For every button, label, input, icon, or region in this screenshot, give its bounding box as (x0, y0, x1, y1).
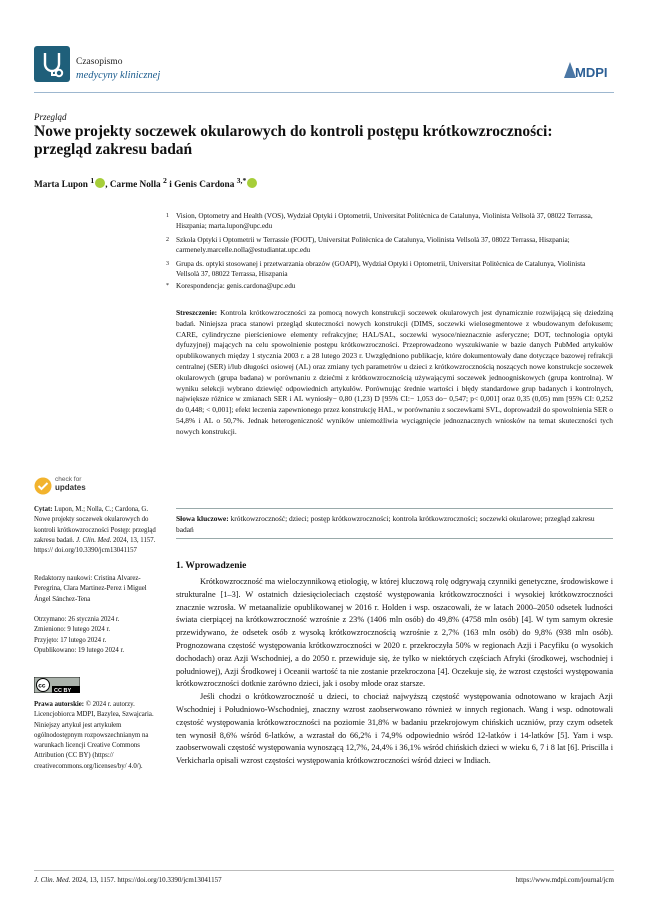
citation-text: Lupon, M.; Nolla, C.; Cardona, G. Nowe projekty soczewek okularowych do kontroli krótkowzroczności Postęp: przegląd zakresu badań. (34, 506, 156, 544)
affiliation (166, 260, 596, 279)
check-updates-line1: check for (55, 476, 82, 483)
affiliation (166, 212, 596, 231)
affiliation-number: 1 (166, 213, 169, 219)
keywords-label: Słowa kluczowe: (176, 514, 229, 523)
cc-by-license-icon[interactable] (34, 677, 80, 693)
body-text (176, 576, 613, 768)
affiliation-text: Vision, Optometry and Health (VOS), Wydział Optyki i Optometrii, Universitat Politècnica de Catalunya, Violinista Vellsolà 37, 08022 Terrassa, Hiszpania; marta.lupon@upc.edu (176, 212, 593, 230)
author-affil-num: 1 (90, 176, 95, 185)
keywords-divider (176, 508, 613, 509)
date-published: Opublikowano: 19 lutego 2024 r. (34, 646, 125, 654)
citation-label: Cytat: (34, 506, 53, 513)
cc-by-label: CC BY (54, 688, 72, 693)
mdpi-logo-icon (562, 58, 610, 82)
author-affil-num: 2 (163, 176, 167, 185)
author-name: Genis Cardona (174, 180, 235, 191)
check-for-updates-badge[interactable] (34, 476, 104, 496)
abstract-text: Kontrola krótkowzroczności za pomocą nowych konstrukcji soczewek okularowych jest dynamicznie rozwijającą się dziedziną badań. Niniejsza praca stanowi przegląd skuteczności nowych konstrukcji (DIMS, soczewki wielosegmentowe z wbudowanym defokusem; CARE, cylindryczne pierścieniowe elementy refrakcyjne; HAL/SAL, soczewki wysoce/nieznacznie asferyczne; DOT, technologia optyki dyfuzyjnej) mających na celu spowolnienie postępu krótkowzroczności. Przeprowadzono wyszukiwanie w bazie danych PubMed artykułów opublikowanych między 1 stycznia 2003 r. a 28 lutego 2023 r. Uwzględniono publikacje, które dokumentowały dane dotyczące bazowej refrakcji centralnej (SER) i/lub długości osiowej (AL) oraz zmiany tych parametrów u dzieci z krótkowzrocznością noszących nowe konstrukcje soczewek okularowych (grupa badana) w porównaniu z dziećmi z krótkowzrocznością używającymi soczewek jednoogniskowych (grupa kontrolna). W wyniku selekcji wybrano dziewięć odpowiednich artykułów. Porównując średnie wartości i błędy standardowe grup badanych i kontrolnych, największe różnice w zmianach SER i AL wyniosły− 0,80 (1,23) D [95% CI:− 1,053 do− 0,547; p< 0,001] oraz 0,35 (0,05) mm [95% CI: 0,252 do 0,448; < 0,001]; efekt leczenia zapewnionego przez konstrukcję HAL, w porównaniu z soczewkami SVL, doprowadził do spowolnienia SER o 54,8% i AL o 50,7%. Jednak heterogeniczność wyników uniemożliwia wyciągnięcie jednoznacznych wniosków na temat skuteczności tych nowych konstrukcji. (176, 308, 613, 436)
journal-name-line2: medycyny klinicznej (76, 70, 161, 81)
dates-block (34, 615, 164, 656)
svg-text:cc: cc (38, 682, 46, 690)
check-updates-icon (34, 476, 52, 496)
copyright-block (34, 700, 164, 772)
check-updates-line2: updates (55, 483, 86, 492)
document-type: Przegląd (34, 112, 67, 122)
citation-block (34, 505, 164, 556)
keywords-divider (176, 538, 613, 539)
section-heading: 1. Wprowadzenie (176, 561, 247, 571)
author-list (34, 176, 257, 190)
affiliation (166, 236, 596, 255)
copyright-label: Prawa autorskie: (34, 701, 85, 708)
affiliation-text: Korespondencja: genis.cardona@upc.edu (176, 282, 296, 290)
abstract (176, 308, 613, 438)
footer-journal-url[interactable]: https://www.mdpi.com/journal/jcm (515, 876, 614, 884)
header-divider (34, 92, 614, 93)
journal-name (76, 56, 160, 82)
orcid-icon[interactable] (247, 178, 257, 188)
author-affil-num: 3,* (236, 176, 247, 185)
keywords-text: krótkowzroczność; dzieci; postęp krótkowzroczności; kontrola krótkowzroczności; soczewki okularowe; przegląd zakresu badań (176, 514, 595, 534)
orcid-icon[interactable] (95, 178, 105, 188)
footer-divider (34, 870, 614, 871)
journal-logo-icon (34, 46, 70, 82)
article-title: Nowe projekty soczewek okularowych do kontroli postępu krótkowzroczności: przegląd zakresu badań (34, 123, 553, 158)
author-separator: i (166, 180, 175, 191)
affiliation-number: 3 (166, 261, 169, 267)
journal-name-line1: Czasopismo (76, 57, 123, 67)
copyright-text: © 2024 r. autorzy. Licencjobiorca MDPI, Bazylea, Szwajcaria. Niniejszy artykuł jest artykułem ogólnodostępnym rozpowszechnianym na warunkach licencji Creative Commons Attribution (CC BY) (https:// creativecommons.org/licenses/by/ 4.0/). (34, 701, 154, 770)
editor-text: Redaktorzy naukowi: Cristina Alvarez-Peregrina, Clara Martinez-Perez i Miguel Ángel Sánchez-Tena (34, 575, 147, 603)
author-separator: , (105, 180, 110, 191)
body-paragraph: Jeśli chodzi o krótkowzroczność u dzieci, to chociaż najwyższą częstość występowania odnotowano w krajach Azji Wschodniej i Południowo-Wschodniej, znaczny wzrost zaobserwowano również w innych regionach. Wang i wsp. odnotowali częstość występowania krótkowzroczności na poziomie 31,8% w badaniu przekrojowym chińskich uczniów, przy czym odsetek ten wynosił 8,6% wśród 6-latków, a wzrastał do 66,2% i 74,9% odpowiednio wśród 12-latków i 14-latków [5]. Yam i wsp. zaobserwowali częstość występowania wynoszącą 12,7%, 24,4% i 36,1% wśród chińskich dzieci w wieku 6, 7 i 8 lat [6]. Priscilla i Verkicharla opisali wzrost częstości występowania krótkowzroczności wśród dzieci w Indiach. (176, 692, 613, 766)
date-accepted: Przyjęto: 17 lutego 2024 r. (34, 636, 107, 644)
date-revised: Zmieniono: 9 lutego 2024 r. (34, 626, 111, 634)
body-paragraph: Krótkowzroczność ma wieloczynnikową etiologię, w której kluczową rolę odgrywają czynniki genetyczne, środowiskowe i strukturalne [1–3]. W ostatnich dziesięcioleciach częstość występowania krótkowzroczności i wysokiej krótkowzroczności znacznie wzrosła. W metaanalizie opublikowanej w 2016 r. Holden i wsp. oszacowali, że w latach 2000–2050 odsetek ludności świata cierpiącej na krótkowzroczność wzrośnie z 23% (1406 mln osób) do 49,8% (4758 mln osób) [4]. W tym samym okresie przewidywano, że odsetek osób z wysoką krótkowzrocznością wzrośnie z 2,7% (163 mln osób) do 9,8% (938 mln osób). Prognozowana częstość występowania krótkowzroczności w 2020 r. przekroczyła 50% w regionach Azji i Pacyfiku (o wysokich dochodach) oraz Azji Wschodniej, a do 2050 r. przewiduje się, że tylko w niektórych częściach Afryki (środkowej, wschodniej i południowej), Azji Środkowej i Oceanii wartość ta nie zostanie przekroczona [4]. Oczekuje się, że wzrost częstości występowania krótkowzroczności dotknie zarówno dzieci, jak i osoby młode oraz starsze. (176, 577, 613, 689)
citation-doi[interactable]: 2024, 13, 1157. https:// doi.org/10.3390/jcm13041157 (34, 536, 156, 555)
author-name: Marta Lupon (34, 180, 88, 191)
affiliation-number: 2 (166, 237, 169, 243)
citation-journal: J. Clin. Med. (76, 536, 112, 544)
mdpi-logo-text: MDPI (575, 65, 608, 80)
date-received: Otrzymano: 26 stycznia 2024 r. (34, 616, 120, 623)
author-name: Carme Nolla (109, 180, 161, 191)
footer-citation (34, 876, 222, 884)
footer-doi[interactable]: 2024, 13, 1157. https://doi.org/10.3390/jcm13041157 (70, 876, 222, 884)
footer-journal: J. Clin. Med. (34, 876, 71, 884)
keywords (176, 514, 613, 536)
abstract-label: Streszczenie: (176, 308, 218, 317)
affiliation-text: Grupa ds. optyki stosowanej i przetwarzania obrazów (GOAPI), Wydział Optyki i Optometrii, Universitat Politècnica de Catalunya, Violinista Vellsolà 37, 08022 Terrassa, Hiszpania (176, 260, 586, 278)
affiliation-text: Szkoła Optyki i Optometrii w Terrassie (FOOT), Universitat Politècnica de Catalunya, Violinista Vellsolà 37, 08022 Terrassa, Hiszpania; carmenely.marcelle.nolla@estudiantat.upc.edu (176, 236, 570, 254)
affiliation-number: * (166, 283, 169, 289)
affiliation (166, 282, 596, 292)
editor-block (34, 574, 164, 605)
